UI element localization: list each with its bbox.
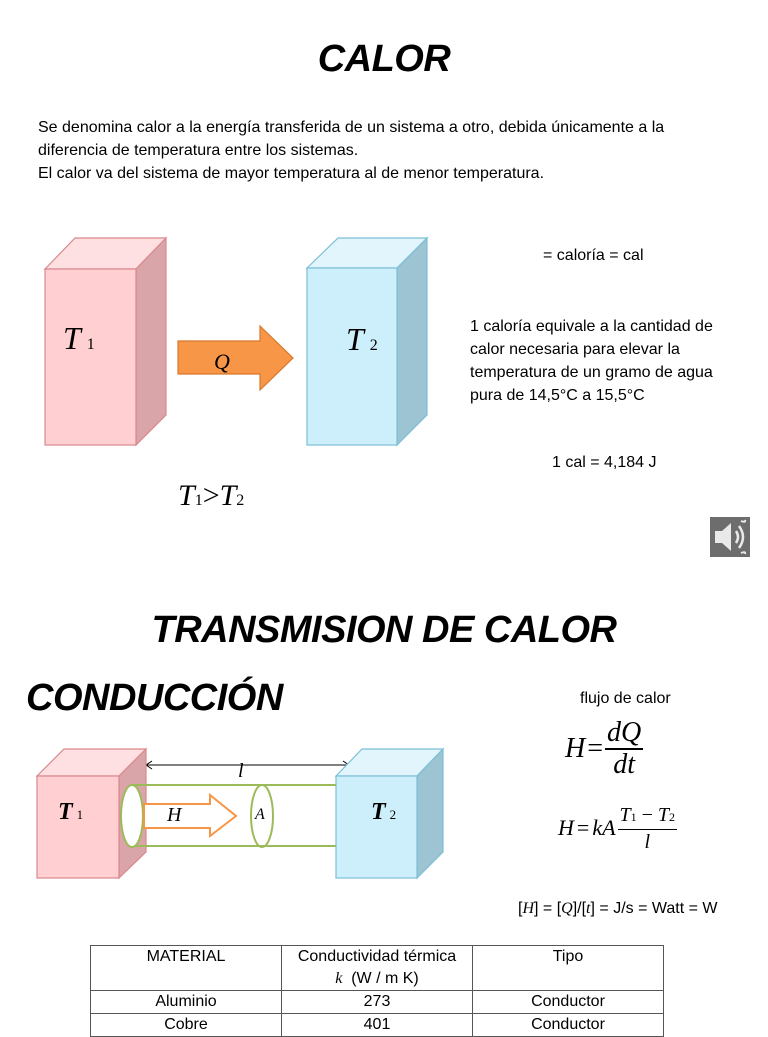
header-tipo: Tipo [473, 946, 664, 991]
definition-line-1: 1 caloría equivale a la cantidad de [470, 318, 713, 335]
intro-paragraph [38, 116, 758, 185]
box2-label-t1: T 1 [58, 799, 84, 825]
formula-h-dq-dt: H = $\frac{dQ}{dt}$ [565, 717, 642, 780]
arrow-label-q: Q [214, 349, 230, 374]
unit-note: = caloría = cal [543, 247, 644, 264]
box2-label-t2: T 2 [371, 799, 397, 825]
box-label-t1: T 1 [63, 320, 95, 356]
cell-material: Aluminio [91, 991, 282, 1014]
header-conductivity: Conductividad térmica k (W / m K) [282, 946, 473, 991]
section-title-transmision: TRANSMISION DE CALOR [151, 609, 617, 651]
intro-line-2: diferencia de temperatura entre los sistemas. [38, 142, 359, 159]
length-label: l [238, 760, 244, 782]
definition-line-4: pura de 14,5°C a 15,5°C [470, 387, 645, 404]
flow-label-h: H [167, 804, 182, 826]
audio-button[interactable] [710, 517, 750, 557]
flux-caption: flujo de calor [580, 690, 671, 707]
calorie-definition [470, 315, 765, 407]
intro-line-1: Se denomina calor a la energía transferida de un sistema a otro, debida únicamente a la [38, 119, 665, 136]
definition-line-3: temperatura de un gramo de agua [470, 364, 713, 381]
speaker-icon [710, 517, 750, 557]
cell-tipo: Conductor [473, 991, 664, 1014]
area-label-a: A [255, 806, 265, 823]
cell-tipo: Conductor [473, 1014, 664, 1037]
cell-k: 273 [282, 991, 473, 1014]
cell-k: 401 [282, 1014, 473, 1037]
table-header-row [91, 946, 664, 991]
subsection-title-conduccion: CONDUCCIÓN [26, 677, 283, 719]
heat-flux-arrow [144, 795, 236, 836]
box-label-t2: T 2 [346, 321, 378, 357]
table-row [91, 991, 664, 1014]
definition-line-2: calor necesaria para elevar la [470, 341, 680, 358]
units-line: [H] = [Q]/[t] = J/s = Watt = W [518, 900, 718, 917]
table-row [91, 1014, 664, 1037]
calorie-joule-equivalence: 1 cal = 4,184 J [552, 454, 657, 471]
heat-flow-arrow [178, 326, 293, 390]
conductivity-table [90, 945, 664, 1037]
intro-line-3: El calor va del sistema de mayor temperatura al de menor temperatura. [38, 165, 545, 182]
conductivity-table-wrap [90, 945, 664, 1037]
cell-material: Cobre [91, 1014, 282, 1037]
header-material: MATERIAL [91, 946, 282, 991]
page-title-calor: CALOR [317, 38, 451, 80]
formula-h-conduction: H = kA T1 − T2 l [558, 803, 676, 853]
temperature-relation: T1>T2 [178, 479, 245, 512]
